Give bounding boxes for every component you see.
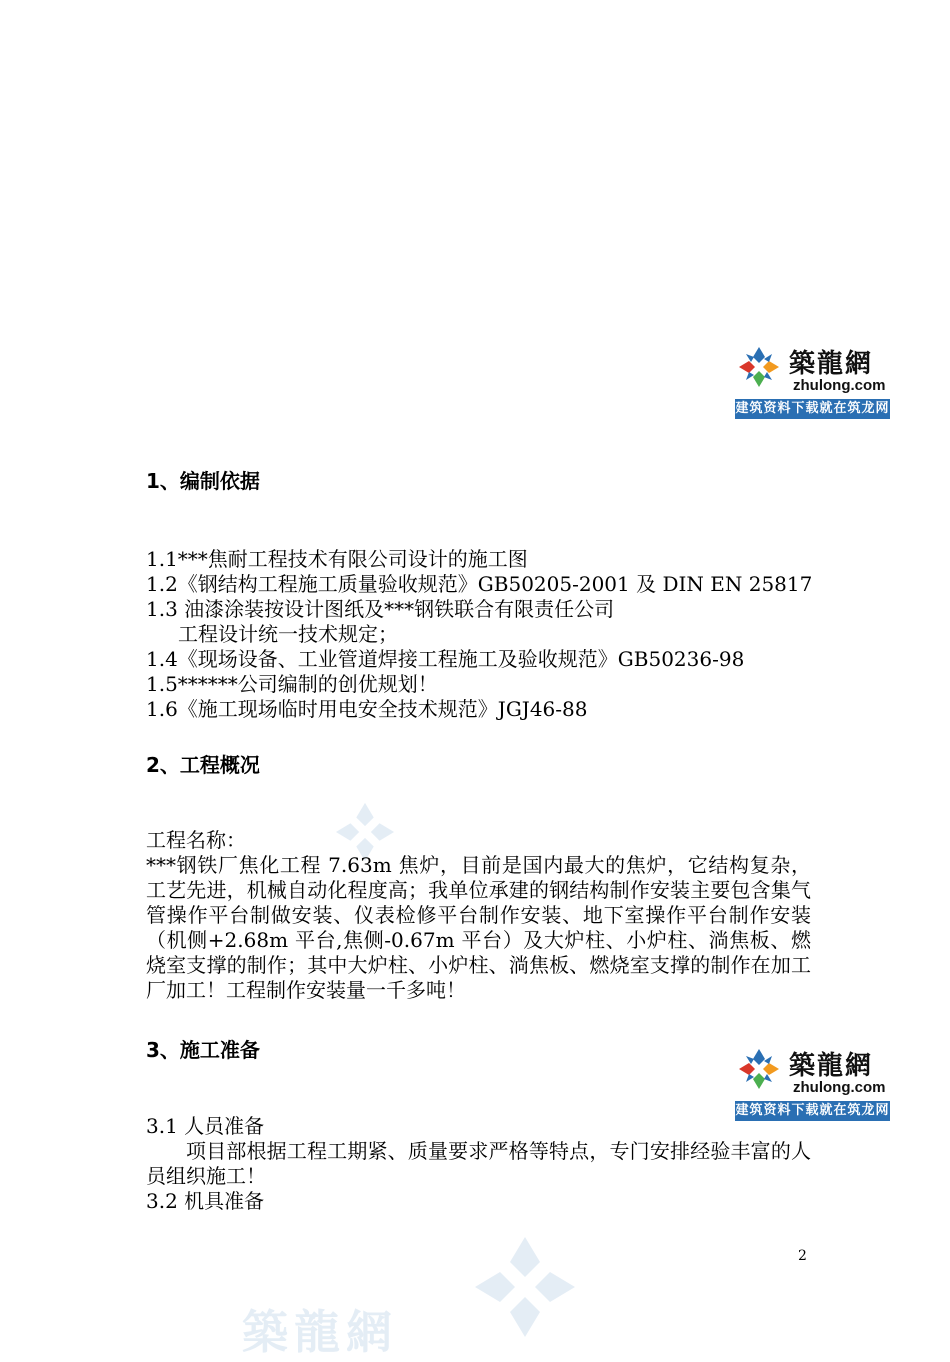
zhulong-logo-mark-icon bbox=[737, 345, 781, 389]
logo-slogan: 建筑资料下载就在筑龙网 bbox=[735, 1101, 890, 1121]
list-item: 1.6《施工现场临时用电安全技术规范》JGJ46-88 bbox=[146, 697, 588, 721]
page-number: 2 bbox=[798, 1248, 807, 1264]
section-heading-3: 3、施工准备 bbox=[146, 1038, 260, 1062]
list-item: 1.2《钢结构工程施工质量验收规范》GB50205-2001 及 DIN EN 25817 bbox=[146, 572, 813, 596]
list-item-continuation: 工程设计统一技术规定； bbox=[178, 622, 398, 646]
list-item: 1.5******公司编制的创优规划！ bbox=[146, 672, 438, 696]
subsection-heading: 3.1 人员准备 bbox=[146, 1114, 265, 1138]
section-heading-2: 2、工程概况 bbox=[146, 753, 260, 777]
watermark-logo-icon bbox=[470, 1232, 580, 1342]
project-name-label: 工程名称： bbox=[146, 828, 246, 852]
personnel-paragraph: 项目部根据工程工期紧、质量要求严格等特点，专门安排经验丰富的人员组织施工！ bbox=[146, 1139, 811, 1188]
logo-chinese-name: 築龍網 bbox=[789, 1051, 874, 1081]
list-item: 1.4《现场设备、工业管道焊接工程施工及验收规范》GB50236-98 bbox=[146, 647, 745, 671]
logo-domain: zhulong.com bbox=[793, 1079, 886, 1096]
project-overview-paragraph: ***钢铁厂焦化工程 7.63m 焦炉，目前是国内最大的焦炉，它结构复杂，工艺先进，机械自动化程度高；我单位承建的钢结构制作安装主要包含集气管操作平台制做安装、仪表检修平台制作安装、地下室操作平台制作安装（机侧+2.68m 平台,焦侧-0.67m 平台）及大炉柱、小炉柱、淌焦板、燃烧室支撑的制作；其中大炉柱、小炉柱、淌焦板、燃烧室支撑的制作在加工厂加工！工程制作安装量一千多吨！ bbox=[146, 853, 811, 1002]
logo-domain: zhulong.com bbox=[793, 377, 886, 394]
list-item: 1.1***焦耐工程技术有限公司设计的施工图 bbox=[146, 547, 528, 571]
watermark-text: 築龍網 bbox=[242, 1305, 398, 1359]
list-item: 1.3 油漆涂装按设计图纸及***钢铁联合有限责任公司 bbox=[146, 597, 615, 621]
section-heading-1: 1、编制依据 bbox=[146, 469, 260, 493]
logo-chinese-name: 築龍網 bbox=[789, 349, 874, 379]
zhulong-logo bbox=[735, 1045, 890, 1123]
logo-slogan: 建筑资料下载就在筑龙网 bbox=[735, 399, 890, 419]
subsection-heading: 3.2 机具准备 bbox=[146, 1189, 265, 1213]
zhulong-logo-mark-icon bbox=[737, 1047, 781, 1091]
zhulong-logo bbox=[735, 343, 890, 421]
